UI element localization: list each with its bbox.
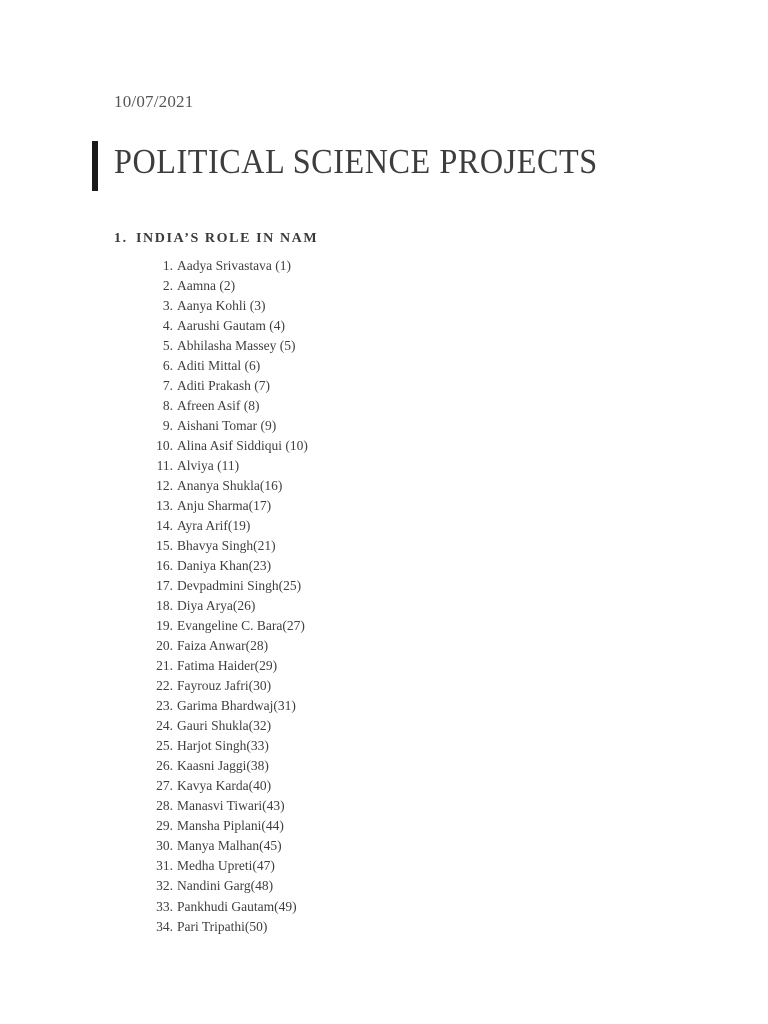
list-item-name: Aadya Srivastava (1) [177,258,291,273]
list-item-number: 26. [156,758,173,774]
title-accent-bar [92,141,98,191]
list-item [140,536,308,556]
list-item [140,816,308,836]
list-item [140,696,308,716]
list-item-name: Fayrouz Jafri(30) [177,678,272,694]
list-item [140,456,308,476]
list-item [140,496,308,516]
list-item-number: 17. [156,578,173,594]
list-item-number: 33. [156,898,173,914]
list-item [140,716,308,736]
list-item-name: Abhilasha Massey (5) [177,338,296,354]
list-item-number: 5. [162,338,173,354]
list-item-name: Aamna (2) [177,278,236,294]
list-item [140,576,308,596]
list-item-number: 16. [156,558,173,574]
list-item [140,796,308,816]
list-item [140,436,308,456]
list-item-number: 20. [156,638,173,654]
list-item [140,876,308,896]
list-item-number: 23. [156,698,173,714]
list-item-number: 1. [162,258,173,273]
list-item-name: Aditi Mittal (6) [177,358,261,374]
list-item-number: 6. [162,358,173,374]
list-item-number: 4. [162,318,173,334]
list-item-name: Anju Sharma(17) [177,498,272,514]
list-item [140,897,308,917]
list-item-name: Aditi Prakash (7) [177,378,270,394]
list-item-number: 29. [156,818,173,834]
list-item-name: Bhavya Singh(21) [177,538,276,554]
list-item-number: 21. [156,658,173,674]
list-item-number: 8. [162,398,173,414]
list-item-name: Aanya Kohli (3) [177,298,266,314]
list-item [140,836,308,856]
list-item [140,316,308,336]
list-item-number: 22. [156,678,173,694]
list-item [140,856,308,876]
list-item-number: 25. [156,738,173,754]
list-item-number: 24. [156,718,173,734]
list-item [140,256,308,276]
list-item-name: Mansha Piplani(44) [177,818,284,834]
list-item-number: 7. [162,378,173,394]
list-item [140,276,308,296]
list-item-number: 19. [156,618,173,634]
list-item-name: Aarushi Gautam (4) [177,318,285,334]
section-heading [114,231,318,247]
list-item-number: 13. [156,498,173,514]
list-item-name: Alviya (11) [177,458,240,474]
list-item [140,596,308,616]
list-item-name: Kavya Karda(40) [177,778,272,794]
list-item-name: Daniya Khan(23) [177,558,272,574]
list-item [140,776,308,796]
list-item-name: Pari Tripathi(50) [177,918,268,934]
list-item-name: Garima Bhardwaj(31) [177,698,296,714]
page-title: POLITICAL SCIENCE PROJECTS [114,142,598,181]
list-item [140,676,308,696]
list-item [140,656,308,676]
list-item-name: Faiza Anwar(28) [177,638,269,654]
list-item-number: 30. [156,838,173,854]
list-item-name: Manya Malhan(45) [177,838,282,854]
list-item-number: 28. [156,798,173,814]
list-item [140,516,308,536]
document-date: 10/07/2021 [114,92,194,111]
list-item [140,636,308,656]
list-item-number: 9. [162,418,173,434]
list-item [140,336,308,356]
list-item [140,917,308,937]
list-item-name: Medha Upreti(47) [177,858,275,874]
section-number: 1. [114,231,128,246]
list-item-number: 18. [156,598,173,614]
list-item-number: 12. [156,478,173,494]
list-item [140,376,308,396]
list-item [140,296,308,316]
list-item [140,736,308,756]
list-item-name: Fatima Haider(29) [177,658,278,674]
list-item-number: 15. [156,538,173,554]
list-item-number: 14. [156,518,173,534]
student-list [140,256,308,937]
list-item-number: 11. [156,458,173,474]
list-item-name: Afreen Asif (8) [177,398,260,414]
list-item-number: 34. [156,918,173,934]
list-item [140,356,308,376]
list-item-name: Ayra Arif(19) [177,518,251,534]
section-title: INDIA’S ROLE IN NAM [136,231,319,246]
list-item-number: 2. [162,278,173,294]
list-item-number: 31. [156,858,173,874]
list-item-number: 3. [162,298,173,314]
list-item-name: Ananya Shukla(16) [177,478,283,494]
list-item-name: Kaasni Jaggi(38) [177,758,269,774]
list-item-name: Alina Asif Siddiqui (10) [177,438,308,454]
list-item-name: Gauri Shukla(32) [177,718,272,734]
list-item-name: Nandini Garg(48) [177,878,274,894]
list-item-name: Harjot Singh(33) [177,738,269,754]
list-item-number: 27. [156,778,173,794]
list-item-number: 10. [156,438,173,454]
list-item-name: Manasvi Tiwari(43) [177,798,285,814]
list-item-name: Pankhudi Gautam(49) [177,898,297,914]
list-item-name: Evangeline C. Bara(27) [177,618,305,634]
list-item [140,476,308,496]
list-item [140,416,308,436]
list-item [140,556,308,576]
list-item [140,616,308,636]
list-item [140,756,308,776]
list-item-number: 32. [156,878,173,894]
list-item [140,396,308,416]
list-item-name: Aishani Tomar (9) [177,418,277,434]
list-item-name: Devpadmini Singh(25) [177,578,302,594]
list-item-name: Diya Arya(26) [177,598,256,614]
